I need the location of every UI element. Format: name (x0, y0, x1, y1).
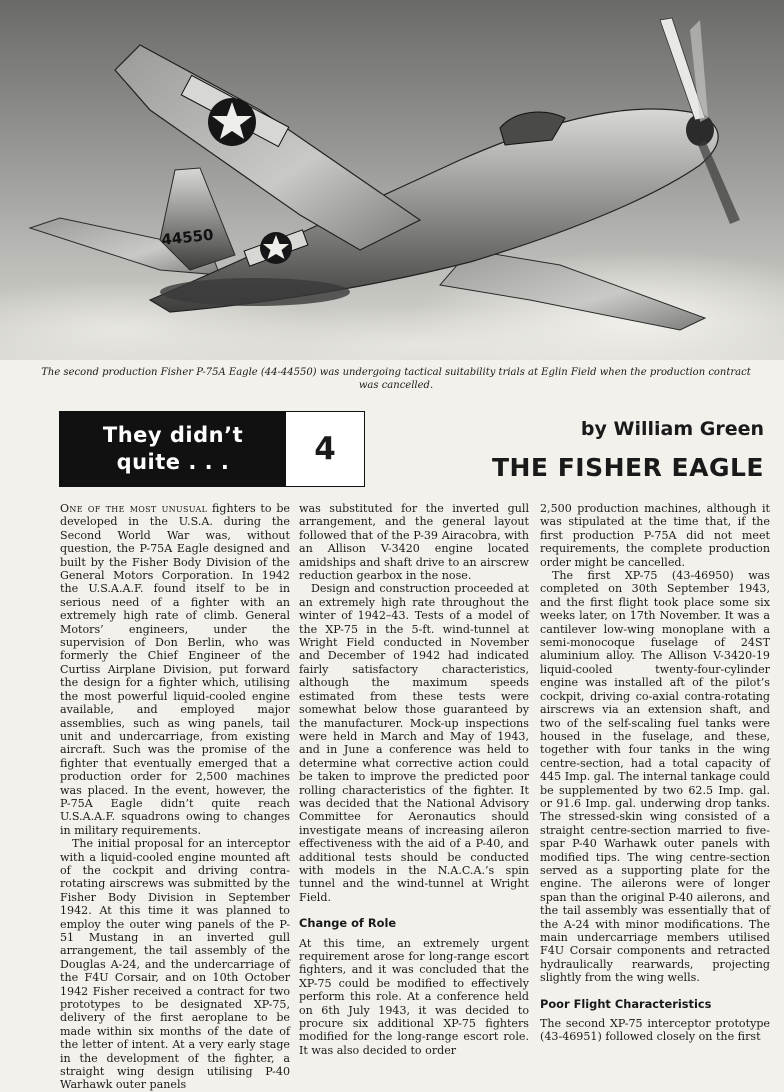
photo-caption: The second production Fisher P-75A Eagle (44-44550) was undergoing tactical suitability trials at Eglin Field when the production contract was cancelled. (41, 367, 751, 391)
paragraph: The second XP-75 interceptor prototype (43-46951) followed closely on the first (540, 1017, 770, 1044)
byline: by William Green (580, 418, 764, 440)
paragraph: At this time, an extremely urgent requirement arose for long-range escort fighters, and it was concluded that the XP-75 could be modified to effectively perform this role. At a conference held on 6th July 1943, it was decided to procure six additional XP-75 fighters modified for the long-range escort role. It was also decided to order (299, 936, 529, 1057)
series-banner (59, 411, 365, 487)
paragraph: Design and construction proceeded at an extremely high rate throughout the winter of 1942–43. Tests of a model of the XP-75 in the 5-ft. wind-tunnel at Wright Field conducted in November and December of 1942 had indicated fairly satisfactory characteristics, although the maximum speeds estimated from these tests were somewhat below those guaranteed by the manufacturer. Mock-up inspections were held in March and May of 1943, and in June a conference was held to determine what corrective action could be taken to improve the predicted poor rolling characteristics of the fighter. It was decided that the National Advisory Committee for Aeronautics should investigate means of increasing aileron effectiveness with the aid of a P-40, and additional tests should be conducted with models in the N.A.C.A.’s spin tunnel and the wind-tunnel at Wright Field. (299, 582, 529, 904)
series-title-line-1: They didn’t (102, 423, 244, 447)
aircraft-photo-illustration (0, 0, 784, 360)
article-column-3 (540, 502, 770, 1044)
paragraph: was substituted for the inverted gull arrangement, and the general layout followed that of the P-39 Airacobra, with an Allison V-3420 engine located amidships and shaft drive to an airscrew reduction gearbox in the nose. (299, 502, 529, 583)
section-heading: Poor Flight Characteristics (540, 996, 712, 1011)
paragraph: The initial proposal for an interceptor with a liquid-cooled engine mounted aft of the cockpit and driving contra-rotating airscrews was submitted by the Fisher Body Division in September 1942. At this time it was planned to employ the outer wing panels of the P-51 Mustang in an inverted gull arrangement, the tail assembly of the Douglas A-24, and the undercarriage of the F4U Corsair, and on 10th October 1942 Fisher received a contract for two prototypes to be designated XP-75, delivery of the first aeroplane to be made within six months of the date of the letter of intent. At a very early stage in the development of the fighter, a straight wing design utilising P-40 Warhawk outer panels (60, 837, 290, 1092)
paragraph: The first XP-75 (43-46950) was completed on 30th September 1943, and the first flight took place some six weeks later, on 17th November. It was a cantilever low-wing monoplane with a semi-monocoque fuselage of 24ST aluminium alloy. The Allison V-3420-19 liquid-cooled twenty-four-cylinder engine was installed aft of the pilot’s cockpit, driving co-axial contra-rotating airscrews via an extension shaft, and two of the self-scaling fuel tanks were housed in the fuselage, and these, together with four tanks in the wing centre-section, had a total capacity of 445 Imp. gal. The internal tankage could be supplemented by two 62.5 Imp. gal. or 91.6 Imp. gal. underwing drop tanks. The stressed-skin wing consisted of a straight centre-section married to five-spar P-40 Warhawk outer panels with modified tips. The wing centre-section served as a supporting plate for the engine. The ailerons were of longer span than the original P-40 ailerons, and the tail assembly was essentially that of the A-24 with minor modifications. The main undercarriage members utilised F4U Corsair components and retracted hydraulically rearwards, projecting slightly from the wing wells. (540, 569, 770, 985)
series-title-line-2: quite . . . (116, 450, 230, 474)
series-number: 4 (314, 431, 336, 467)
series-title (60, 412, 286, 486)
paragraph: One of the most unusual fighters to be developed in the U.S.A. during the Second World War was, without question, the P-75A Eagle designed and built by the Fisher Body Division of the General Motors Corporation. In 1942 the U.S.A.A.F. found itself to be in serious need of a fighter with an extremely high rate of climb. General Motors’ engineers, under the supervision of Don Berlin, who was formerly the Chief Engineer of the Curtiss Airplane Division, put forward the design for a fighter which, utilising the most powerful liquid-cooled engine available, and employed major assemblies, such as wing panels, tail unit and undercarriage, from existing aircraft. Such was the promise of the fighter that eventually emerged that a production order for 2,500 machines was placed. In the event, however, the P-75A Eagle didn’t quite reach U.S.A.A.F. squadrons owing to changes in military requirements. (60, 502, 290, 837)
headline: THE FISHER EAGLE (491, 453, 764, 482)
aircraft-photo (0, 0, 784, 360)
tail-number: 44550 (160, 225, 215, 249)
paragraph: 2,500 production machines, although it was stipulated at the time that, if the first production P-75A did not meet requirements, the complete production order might be cancelled. (540, 502, 770, 569)
article-column-1 (60, 502, 290, 1092)
lead-in: One of the most unusual (60, 502, 208, 515)
section-heading: Change of Role (299, 916, 397, 931)
article-column-2 (299, 502, 529, 1057)
